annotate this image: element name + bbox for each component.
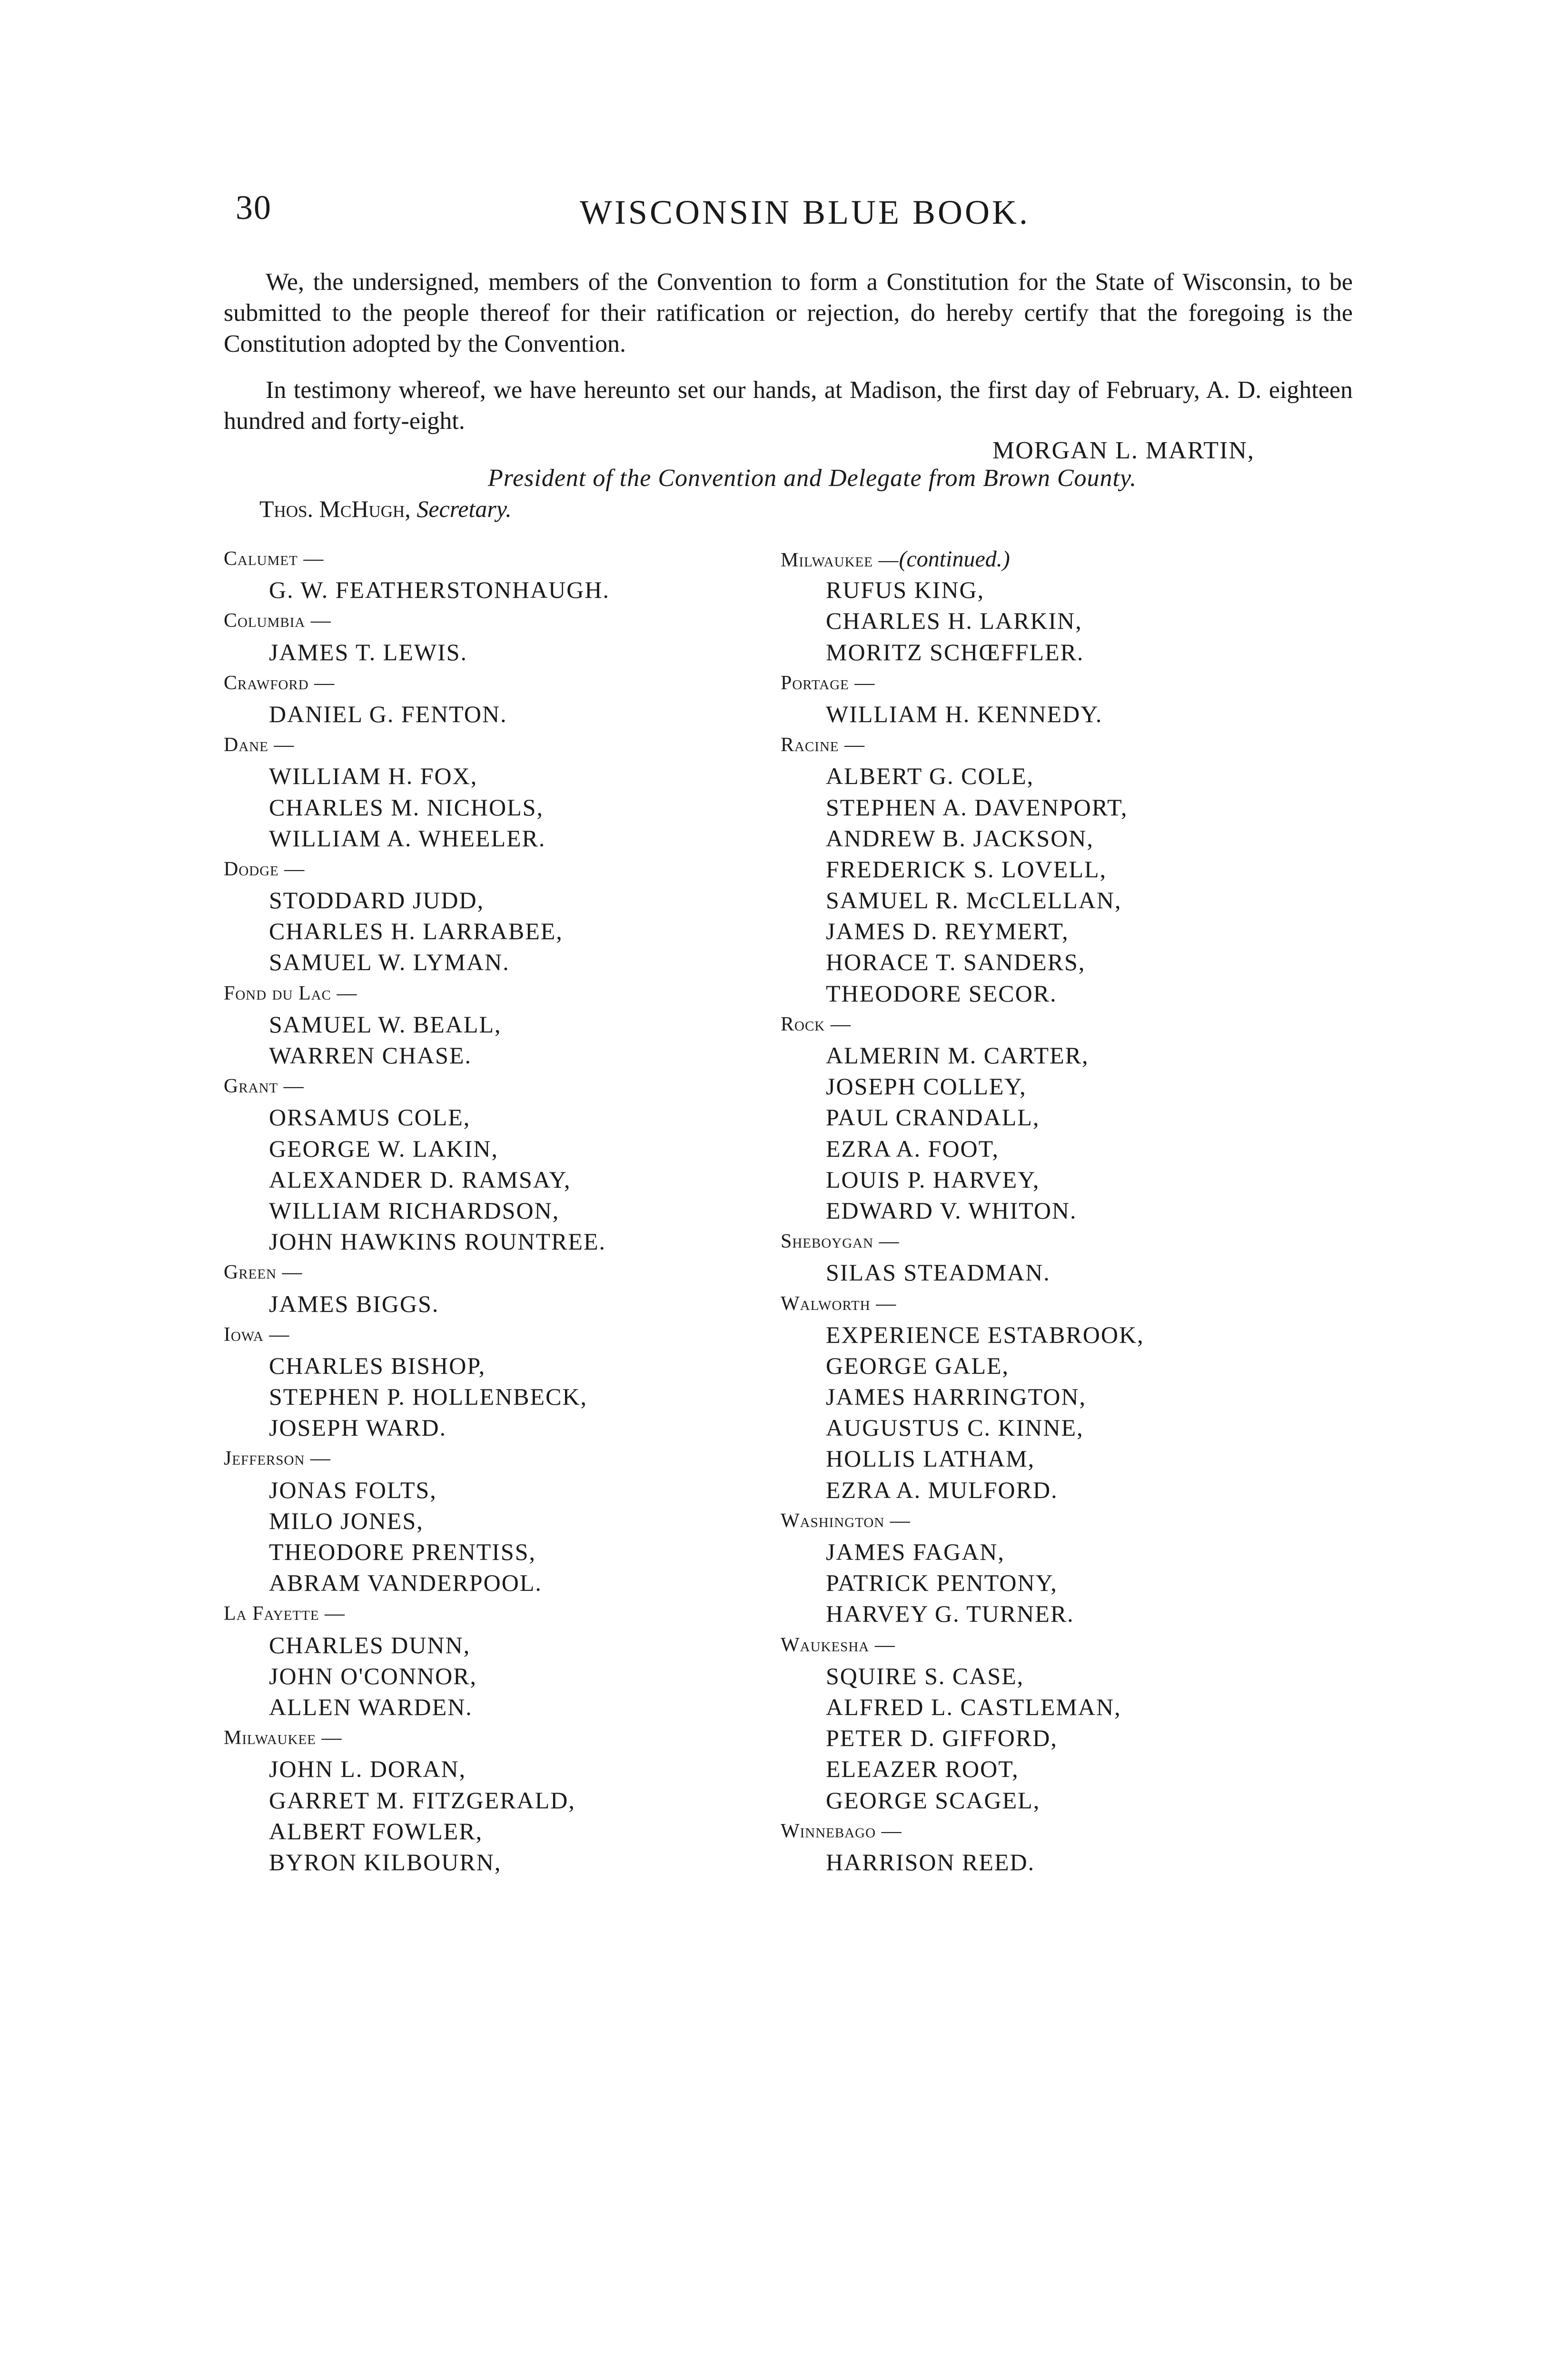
county-heading <box>224 978 747 1009</box>
delegate-name: THEODORE SECOR. <box>826 980 1057 1007</box>
county-heading <box>781 544 1352 575</box>
county-name: Portage — <box>781 672 875 694</box>
county-name: Calumet — <box>224 548 324 570</box>
county-heading <box>781 1226 1352 1257</box>
county-name: Iowa — <box>224 1323 290 1346</box>
secretary-title: Secretary. <box>416 496 512 522</box>
delegate-name: STODDARD JUDD, <box>269 887 485 914</box>
delegate-name: STEPHEN P. HOLLENBECK, <box>269 1383 588 1410</box>
delegate-name: LOUIS P. HARVEY, <box>826 1166 1040 1193</box>
delegate-name: THEODORE PRENTISS, <box>269 1538 536 1565</box>
county-name: Grant — <box>224 1075 304 1098</box>
delegate-name: BYRON KILBOURN, <box>269 1848 502 1875</box>
county-heading <box>224 1723 747 1754</box>
county-heading <box>781 1009 1352 1040</box>
delegate-name: MILO JONES, <box>269 1507 424 1534</box>
delegate-name: GEORGE SCAGEL, <box>826 1786 1041 1814</box>
county-heading <box>224 854 747 885</box>
county-name: Columbia — <box>224 610 331 632</box>
county-heading <box>224 1598 747 1629</box>
delegate-name: WILLIAM H. FOX, <box>269 763 478 790</box>
delegate-name: CHARLES DUNN, <box>269 1631 471 1658</box>
delegate-name: PATRICK PENTONY, <box>826 1569 1058 1597</box>
delegates-left-column <box>224 544 747 1878</box>
delegate-name: JOHN O'CONNOR, <box>269 1662 477 1689</box>
president-title: President of the Convention and Delegate from Brown County. <box>488 465 1137 492</box>
delegate-name: JOHN L. DORAN, <box>269 1755 466 1783</box>
delegate-name: ALMERIN M. CARTER, <box>826 1042 1089 1069</box>
delegate-name: PETER D. GIFFORD, <box>826 1725 1058 1752</box>
delegate-name: EDWARD V. WHITON. <box>826 1197 1077 1224</box>
county-heading <box>224 668 747 699</box>
delegate-name: JAMES HARRINGTON, <box>826 1383 1087 1410</box>
county-name: Dodge — <box>224 858 305 880</box>
delegate-name: AUGUSTUS C. KINNE, <box>826 1414 1084 1441</box>
delegate-name: JAMES T. LEWIS. <box>269 638 468 665</box>
delegate-name: G. W. FEATHERSTONHAUGH. <box>269 576 610 604</box>
county-heading <box>224 1257 747 1288</box>
delegate-name: DANIEL G. FENTON. <box>269 700 507 727</box>
delegate-name: EZRA A. MULFORD. <box>826 1476 1058 1503</box>
secretary-line <box>259 495 512 523</box>
delegate-name: PAUL CRANDALL, <box>826 1104 1040 1131</box>
delegate-name: ALBERT FOWLER, <box>269 1817 483 1844</box>
county-name: Jefferson — <box>224 1448 331 1470</box>
county-name: Milwaukee — <box>224 1727 342 1749</box>
delegate-name: FREDERICK S. LOVELL, <box>826 855 1107 883</box>
county-name: Waukesha — <box>781 1634 895 1656</box>
delegate-name: EZRA A. FOOT, <box>826 1135 999 1162</box>
county-heading <box>224 544 747 575</box>
county-name: Sheboygan — <box>781 1230 900 1253</box>
delegate-name: SAMUEL W. LYMAN. <box>269 949 510 976</box>
delegate-name: STEPHEN A. DAVENPORT, <box>826 793 1128 821</box>
county-name: Milwaukee — <box>781 549 899 571</box>
delegate-name: JONAS FOLTS, <box>269 1476 437 1503</box>
continued-label: (continued.) <box>899 546 1010 572</box>
county-heading <box>224 605 747 636</box>
county-heading <box>781 1816 1352 1847</box>
county-heading <box>224 1443 747 1474</box>
delegate-name: CHARLES H. LARKIN, <box>826 607 1082 635</box>
president-name: MORGAN L. MARTIN, <box>992 437 1255 464</box>
delegate-name: WILLIAM H. KENNEDY. <box>826 700 1103 727</box>
delegate-name: HORACE T. SANDERS, <box>826 949 1086 976</box>
delegate-name: ALEXANDER D. RAMSAY, <box>269 1166 571 1193</box>
county-name: Dane — <box>224 734 295 756</box>
delegate-name: GEORGE GALE, <box>826 1352 1010 1379</box>
county-name: Rock — <box>781 1013 851 1035</box>
delegate-name: WARREN CHASE. <box>269 1042 472 1069</box>
delegate-name: ELEAZER ROOT, <box>826 1755 1019 1783</box>
delegate-name: ANDREW B. JACKSON, <box>826 824 1094 852</box>
running-title: WISCONSIN BLUE BOOK. <box>580 193 1030 231</box>
delegate-name: JAMES D. REYMERT, <box>826 918 1069 945</box>
delegate-name: SILAS STEADMAN. <box>826 1259 1050 1286</box>
county-name: Walworth — <box>781 1292 897 1315</box>
county-heading <box>781 730 1352 761</box>
delegates-right-column <box>781 544 1352 1878</box>
delegate-name: JOSEPH COLLEY, <box>826 1073 1027 1100</box>
delegate-name: ALBERT G. COLE, <box>826 763 1034 790</box>
county-heading <box>781 1630 1352 1661</box>
delegate-name: GARRET M. FITZGERALD, <box>269 1786 575 1814</box>
delegate-name: HARRISON REED. <box>826 1848 1035 1875</box>
county-name: Fond du Lac — <box>224 982 357 1004</box>
county-heading <box>224 1319 747 1350</box>
delegate-name: JAMES BIGGS. <box>269 1290 439 1317</box>
delegate-name: JOHN HAWKINS ROUNTREE. <box>269 1228 606 1255</box>
page-number: 30 <box>236 188 272 227</box>
county-heading <box>781 1506 1352 1537</box>
delegate-name: ALLEN WARDEN. <box>269 1693 473 1720</box>
county-name: La Fayette — <box>224 1603 346 1625</box>
delegate-name: SAMUEL W. BEALL, <box>269 1011 502 1038</box>
county-name: Washington — <box>781 1509 911 1532</box>
county-name: Crawford — <box>224 672 335 694</box>
county-name: Winnebago — <box>781 1820 902 1842</box>
delegate-name: HOLLIS LATHAM, <box>826 1445 1035 1472</box>
delegate-name: SQUIRE S. CASE, <box>826 1662 1024 1689</box>
delegate-name: JAMES FAGAN, <box>826 1538 1005 1565</box>
delegate-name: WILLIAM RICHARDSON, <box>269 1197 560 1224</box>
delegate-name: WILLIAM A. WHEELER. <box>269 824 546 852</box>
delegate-name: ABRAM VANDERPOOL. <box>269 1569 542 1597</box>
delegate-name: CHARLES H. LARRABEE, <box>269 918 563 945</box>
delegate-name: HARVEY G. TURNER. <box>826 1600 1074 1627</box>
delegate-name: ORSAMUS COLE, <box>269 1104 471 1131</box>
county-heading <box>781 668 1352 699</box>
delegate-name: CHARLES BISHOP, <box>269 1352 486 1379</box>
delegate-name: GEORGE W. LAKIN, <box>269 1135 498 1162</box>
secretary-name: Thos. McHugh, <box>259 496 411 522</box>
county-heading <box>224 730 747 761</box>
county-name: Green — <box>224 1261 303 1284</box>
county-heading <box>781 1289 1352 1319</box>
delegate-name: RUFUS KING, <box>826 576 985 604</box>
certificate-paragraph: We, the undersigned, members of the Convention to form a Constitution for the State of Wisconsin, to be submitted to the people thereof for their ratification or rejection, do hereby certify that the foregoing is the Constitution adopted by the Convention. <box>224 268 1353 357</box>
delegate-name: ALFRED L. CASTLEMAN, <box>826 1693 1121 1720</box>
testimony-paragraph: In testimony whereof, we have hereunto set our hands, at Madison, the first day of February, A. D. eighteen hundred and forty-eight. <box>224 377 1353 435</box>
delegate-name: SAMUEL R. McCLELLAN, <box>826 887 1122 914</box>
county-heading <box>224 1071 747 1102</box>
delegate-name: MORITZ SCHŒFFLER. <box>826 638 1084 665</box>
county-name: Racine — <box>781 734 865 756</box>
delegate-name: CHARLES M. NICHOLS, <box>269 793 544 821</box>
delegate-name: JOSEPH WARD. <box>269 1414 447 1441</box>
delegate-name: EXPERIENCE ESTABROOK, <box>826 1321 1144 1348</box>
